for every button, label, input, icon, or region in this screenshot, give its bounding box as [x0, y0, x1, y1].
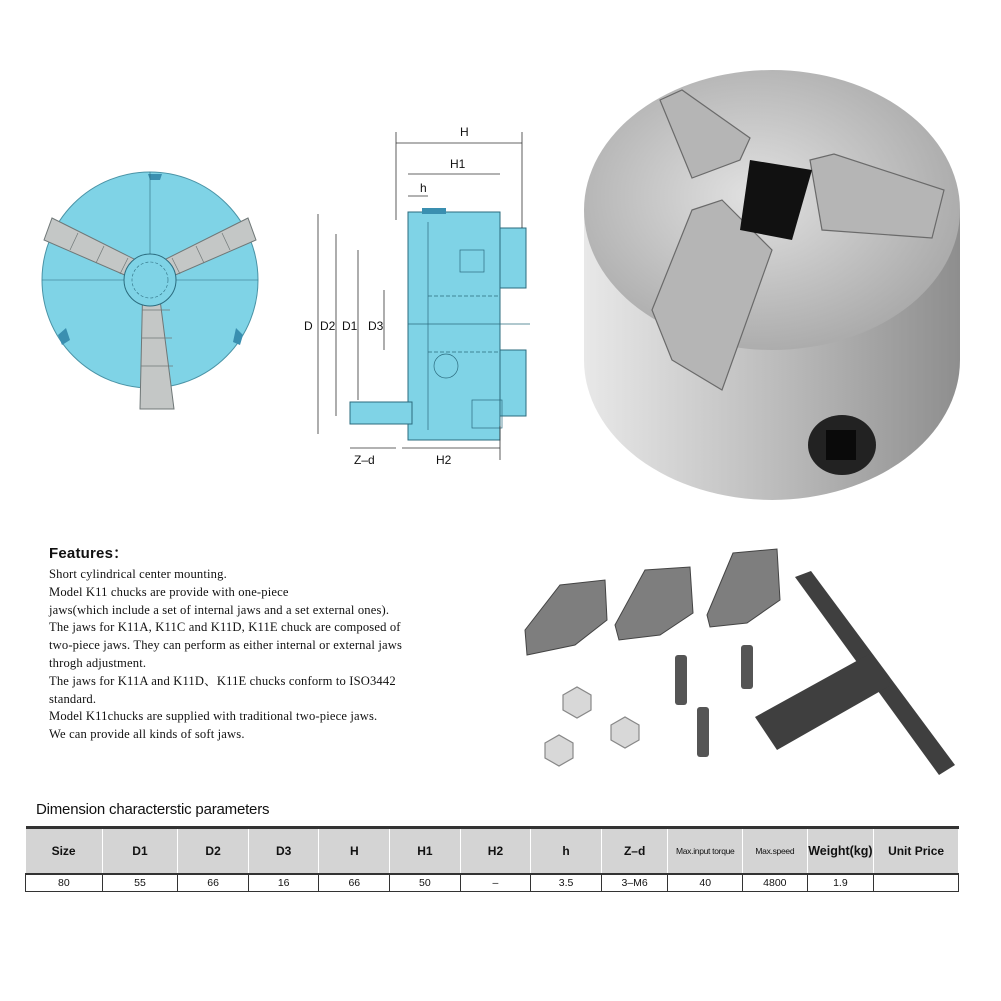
features-line: The jaws for K11A and K11D、K11E chucks conform to ISO3442 [49, 673, 396, 688]
table-cell: 66 [319, 874, 390, 892]
table-header-cell: D2 [178, 828, 249, 875]
dim-label-D2: D2 [320, 319, 336, 333]
dim-label-H1: H1 [450, 157, 466, 171]
features-line: jaws(which include a set of internal jaws and a set external ones). [49, 602, 390, 617]
table-cell: 1.9 [807, 874, 874, 892]
dim-label-h: h [420, 181, 427, 195]
dim-label-Z-d: Z–d [354, 453, 375, 467]
dimension-table [25, 826, 959, 892]
table-header-cell: Unit Price [874, 828, 959, 875]
table-header-row [26, 828, 959, 875]
features-line: standard. [49, 691, 97, 706]
table-header-cell: h [531, 828, 602, 875]
table-header-cell: Size [26, 828, 103, 875]
dim-label-H2: H2 [436, 453, 452, 467]
features-line: Short cylindrical center mounting. [49, 567, 227, 581]
table-cell: 4800 [743, 874, 808, 892]
features-section [49, 542, 494, 744]
table-cell [874, 874, 959, 892]
table-cell: 55 [102, 874, 178, 892]
table-header-cell: D1 [102, 828, 178, 875]
features-line: The jaws for K11A, K11C and K11D, K11E chuck are composed of [49, 620, 401, 635]
table-cell: 3–M6 [601, 874, 668, 892]
table-cell: 40 [668, 874, 743, 892]
table-cell: 66 [178, 874, 249, 892]
features-line: throgh adjustment. [49, 655, 147, 670]
table-header-cell: D3 [248, 828, 319, 875]
features-line: Model K11chucks are supplied with traditional two-piece jaws. [49, 709, 378, 724]
parts-photo [515, 535, 975, 795]
table-cell: – [460, 874, 531, 892]
dim-label-D1: D1 [342, 319, 358, 333]
dim-label-D: D [304, 319, 313, 333]
table-row [26, 874, 959, 892]
side-view-drawing [290, 110, 550, 490]
table-cell: 50 [390, 874, 461, 892]
features-line: Model K11 chucks are provide with one-piece [49, 584, 289, 599]
table-cell: 80 [26, 874, 103, 892]
table-cell: 16 [248, 874, 319, 892]
table-header-cell: Z–d [601, 828, 668, 875]
table-header-cell: H1 [390, 828, 461, 875]
table-cell: 3.5 [531, 874, 602, 892]
table-header-cell: H2 [460, 828, 531, 875]
features-line: We can provide all kinds of soft jaws. [49, 727, 245, 742]
table-header-cell: H [319, 828, 390, 875]
features-line: two-piece jaws. They can perform as either internal or external jaws [49, 638, 403, 653]
features-title: Features： [49, 545, 129, 562]
table-header-cell: Max.speed [743, 828, 808, 875]
dim-label-D3: D3 [368, 319, 384, 333]
table-title: Dimension characterstic parameters [36, 801, 270, 818]
dim-label-H: H [460, 125, 469, 139]
table-header-cell: Max.input torque [668, 828, 743, 875]
table-header-cell: Weight(kg) [807, 828, 874, 875]
chuck-photo [572, 60, 972, 510]
front-view-drawing [40, 170, 300, 430]
